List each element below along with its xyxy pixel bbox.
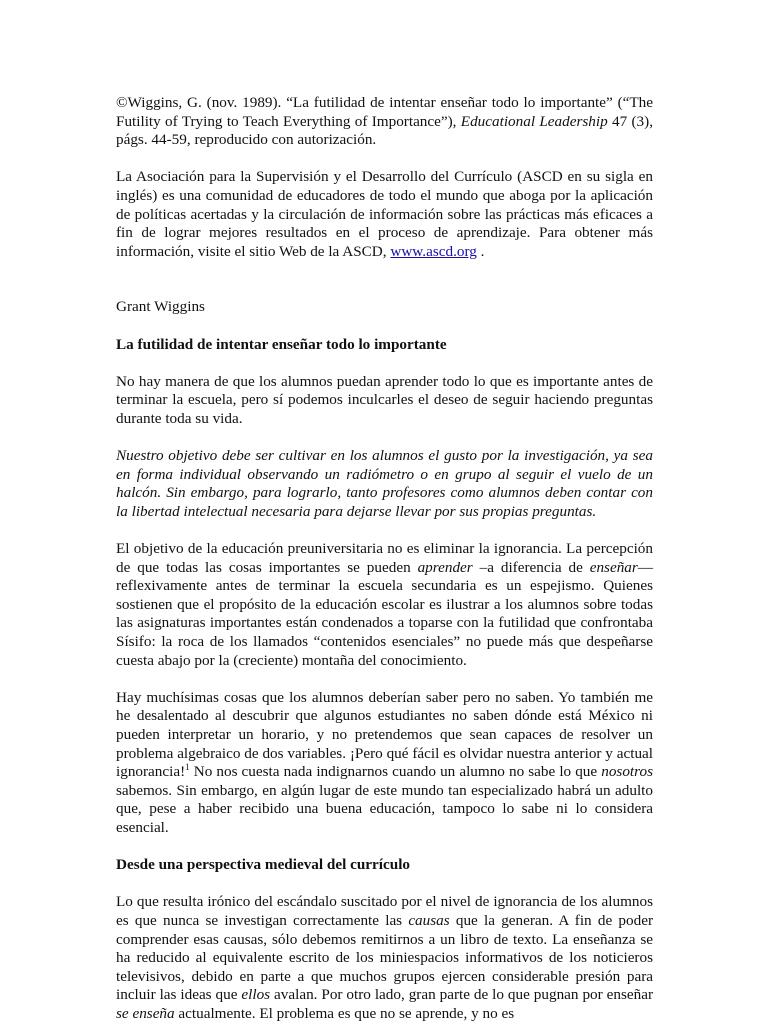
para2-emphasis: nosotros: [601, 763, 653, 781]
citation: [116, 94, 653, 150]
para3-emphasis: se enseña: [116, 1004, 175, 1022]
para3-emphasis: causas: [408, 911, 450, 929]
footnote-marker[interactable]: 1: [185, 762, 190, 773]
ascd-text: La Asociación para la Supervisión y el Desarrollo del Currículo (ASCD en su sigla en inglés) es una comunidad de educadores de todo el mundo que aboga por la aplicación de políticas acertadas y la circulación de información sobre las prácticas más eficaces a fin de lograr mejores resultados en el proceso de aprendizaje. Para obtener más información, visite el sitio Web de la ASCD,: [116, 168, 653, 260]
para1-text: El objetivo de la educación preuniversitaria no es eliminar la ignorancia. La percepción de que todas las cosas importantes se pueden: [116, 540, 653, 576]
para1-emphasis: aprender: [417, 558, 473, 576]
para3-emphasis: ellos: [241, 986, 271, 1004]
journal-name: Educational Leadership: [460, 112, 608, 130]
lead-paragraph: [116, 447, 653, 521]
section-heading: Desde una perspectiva medieval del currículo: [116, 856, 411, 874]
ascd-link[interactable]: www.ascd.org: [390, 242, 477, 260]
para3-text: que la generan. A fin de poder comprender esas causas, sólo debemos remitirnos a un libro de texto. La enseñanza se ha reducido al equivalente escrito de los miniespacios informativos de los noticieros televisivos, debido en parte a que muchos grupos ejercen considerable presión para incluir las ideas que: [116, 911, 653, 1004]
body-paragraph-1: [116, 540, 653, 670]
para2-text: Hay muchísimas cosas que los alumnos deberían saber pero no saben. Yo también me he desalentado al descubrir que algunos estudiantes no saben dónde está México ni pueden interpretar un horario, y no pretendemos que sean capaces de resolver un problema algebraico de dos variables. ¡Pero qué fácil es olvidar nuestra anterior y actual ignorancia!: [116, 688, 653, 781]
lead-text: Nuestro objetivo debe ser cultivar en los alumnos el gusto por la investigación, ya sea en forma individual observando un radiómetro o en grupo al seguir el vuelo de un halcón. Sin embargo, para lograrlo, tanto profesores como alumnos deben contar con la libertad intelectual necesaria para dejarse llevar por sus propias preguntas.: [116, 447, 653, 520]
article-title: La futilidad de intentar enseñar todo lo importante: [116, 335, 447, 353]
body-paragraph-2: [116, 689, 653, 838]
ascd-end: .: [476, 242, 485, 260]
para3-text: avalan. Por otro lado, gran parte de lo que pugnan por enseñar: [270, 986, 654, 1004]
document-page: [116, 94, 653, 1024]
citation-text: ©Wiggins, G. (nov. 1989). “La futilidad de intentar enseñar todo lo importante” (“The Futility of Trying to Teach Everything of Importance”),: [116, 94, 653, 130]
para1-emphasis: enseñar: [589, 558, 638, 576]
author-name: Grant Wiggins: [116, 298, 205, 316]
ascd-paragraph: [116, 168, 653, 261]
para3-text: actualmente. El problema es que no se aprende, y no es: [174, 1004, 515, 1022]
body-paragraph-3: [116, 893, 653, 1023]
para2-text: sabemos. Sin embargo, en algún lugar de este mundo tan especializado habrá un adulto que, pese a haber recibido una buena educación, tampoco lo sabe ni lo considera esencial.: [116, 781, 653, 836]
citation-text-end: 47 (3), págs. 44-59, reproducido con autorización.: [116, 112, 653, 149]
para1-text: –a diferencia de: [472, 558, 590, 576]
para2-text: No nos cuesta nada indignarnos cuando un alumno no sabe lo que: [189, 763, 602, 781]
intro-paragraph: No hay manera de que los alumnos puedan aprender todo lo que es importante antes de terminar la escuela, pero sí podemos inculcarles el deseo de seguir haciendo preguntas durante toda su vida.: [116, 372, 653, 427]
para1-text: — reflexivamente antes de terminar la escuela secundaria es un espejismo. Quienes sostienen que el propósito de la educación escolar es ilustrar a los alumnos sobre todas las asignaturas importantes están condenados a toparse con la futilidad que confrontaba Sísifo: la roca de los llamados “contenidos esenciales” no puede más que despeñarse cuesta abajo por la (creciente) montaña del conocimiento.: [116, 558, 653, 669]
para3-text: Lo que resulta irónico del escándalo suscitado por el nivel de ignorancia de los alumnos es que nunca se investigan correctamente las: [116, 893, 653, 929]
